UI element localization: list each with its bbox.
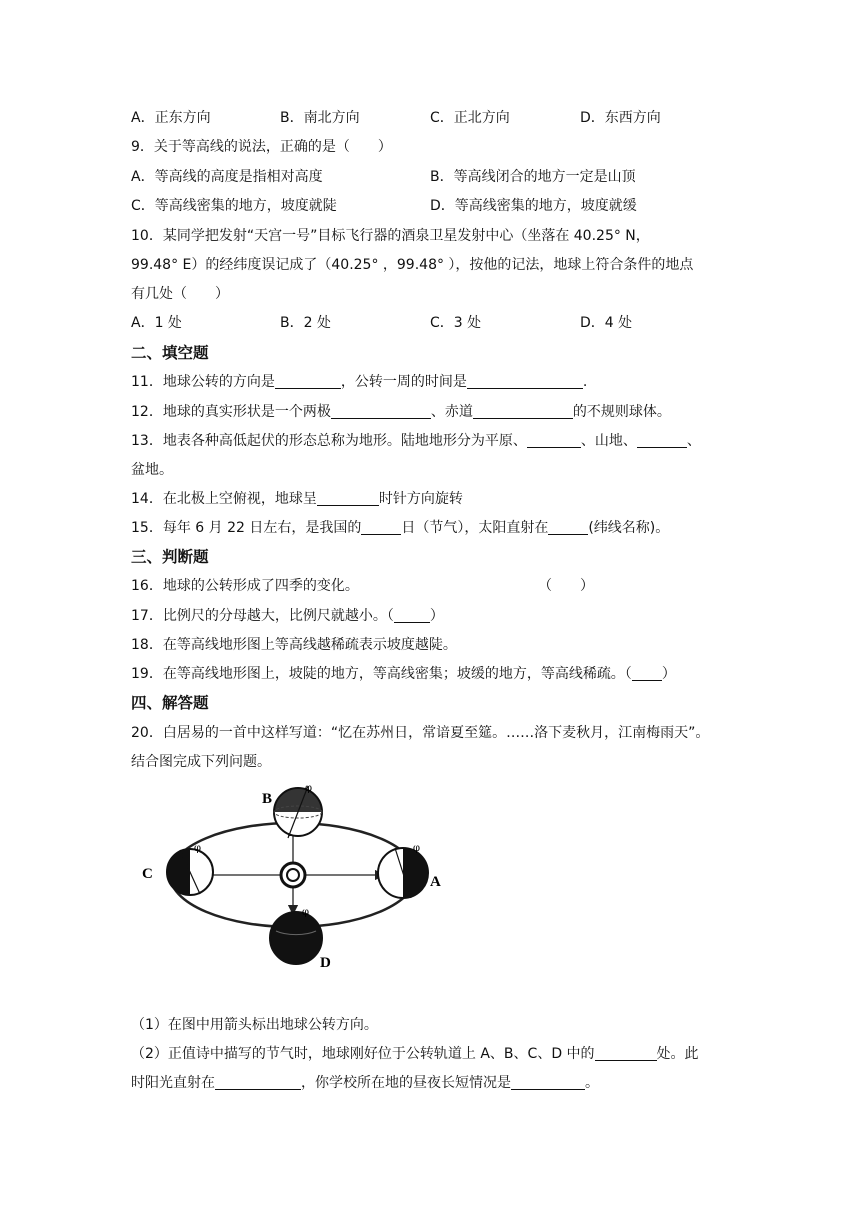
label-c: C [142,866,153,882]
label-a: A [430,874,441,890]
section2-title: 二、填空题 [131,344,209,362]
q16-answer-paren[interactable]: （ ） [538,578,594,594]
q19: 19．在等高线地形图上，坡陡的地方，等高线密集；坡缓的地方，等高线稀疏。（ ） [131,666,676,682]
q10-option-a: A．1 处 [131,315,182,331]
q10-line3: 有几处（ ） [131,286,229,302]
section4-title: 四、解答题 [131,694,209,712]
sun-icon [281,863,305,887]
q11-blank-1[interactable] [275,374,341,389]
phi-label-c: φ [194,843,202,854]
q20-sub1: （1）在图中用箭头标出地球公转方向。 [131,1017,378,1033]
q19-blank[interactable] [632,666,662,681]
section3-title: 三、判断题 [131,548,209,566]
q15-blank-2[interactable] [548,520,588,535]
q20-sub2-blank-2[interactable] [215,1075,301,1090]
q17: 17．比例尺的分母越大，比例尺就越小。（ ） [131,608,444,624]
q20-sub2-line2: 时阳光直射在 ，你学校所在地的昼夜长短情况是 。 [131,1075,599,1091]
q11-blank-2[interactable] [467,374,583,389]
q20-line2: 结合图完成下列问题。 [131,754,271,770]
q9-option-d: D．等高线密集的地方，坡度就缓 [430,198,637,214]
q20-sub2-blank-3[interactable] [511,1075,585,1090]
q13: 13．地表各种高低起伏的形态总称为地形。陆地地形分为平原、 、山地、 、 [131,433,701,449]
q8-option-a: A．正东方向 [131,110,211,126]
earth-b-icon [274,786,322,838]
q10-line1: 10．某同学把发射“天宫一号”目标飞行器的酒泉卫星发射中心（坐落在 40.25° N， [131,228,650,244]
q13-blank-1[interactable] [527,433,581,448]
earth-a-icon [378,848,428,898]
q10-option-b: B．2 处 [280,315,331,331]
phi-label-d: φ [302,907,310,918]
label-b: B [262,791,273,807]
q10-line2: 99.48° E）的经纬度误记成了（40.25° ，99.48° ），按他的记法，地球上符合条件的地点 [131,257,694,273]
q17-blank[interactable] [394,608,430,623]
earth-c-icon [167,849,213,895]
q20-sub2-blank-1[interactable] [595,1046,657,1061]
q12-blank-1[interactable] [331,404,431,419]
q10-option-d: D．4 处 [580,315,633,331]
q15-blank-1[interactable] [361,520,401,535]
q12: 12．地球的真实形状是一个两极 、赤道 的不规则球体。 [131,404,671,420]
q13-line2: 盆地。 [131,462,173,478]
phi-label-b: φ [305,783,313,794]
q9-option-c: C．等高线密集的地方，坡度就陡 [131,198,337,214]
q15: 15．每年 6 月 22 日左右，是我国的 日（节气），太阳直射在 (纬线名称)。 [131,520,670,536]
q18: 18．在等高线地形图上等高线越稀疏表示坡度越陡。 [131,637,457,653]
phi-label-a: φ [413,843,421,854]
q20-sub2: （2）正值诗中描写的节气时，地球刚好位于公转轨道上 A、B、C、D 中的 处。此 [131,1046,699,1062]
q10-option-c: C．3 处 [430,315,482,331]
q12-blank-2[interactable] [473,404,573,419]
q8-option-d: D．东西方向 [580,110,661,126]
q9-stem: 9．关于等高线的说法，正确的是（ ） [131,139,392,155]
q16-text: 16．地球的公转形成了四季的变化。 [131,578,359,594]
q11: 11．地球公转的方向是 ，公转一周的时间是 . [131,374,588,390]
earth-orbit-diagram [138,782,443,972]
q9-option-b: B．等高线闭合的地方一定是山顶 [430,169,636,185]
q13-blank-2[interactable] [637,433,687,448]
q8-option-b: B．南北方向 [280,110,360,126]
earth-d-icon [270,912,322,964]
q8-option-c: C．正北方向 [430,110,510,126]
q14: 14．在北极上空俯视，地球呈 时针方向旋转 [131,491,463,507]
q14-blank[interactable] [317,491,379,506]
q9-option-a: A．等高线的高度是指相对高度 [131,169,323,185]
label-d: D [320,955,331,971]
q20-line1: 20．白居易的一首中这样写道：“忆在苏州日，常谙夏至筵。……洛下麦秋月，江南梅雨天”。 [131,725,710,741]
